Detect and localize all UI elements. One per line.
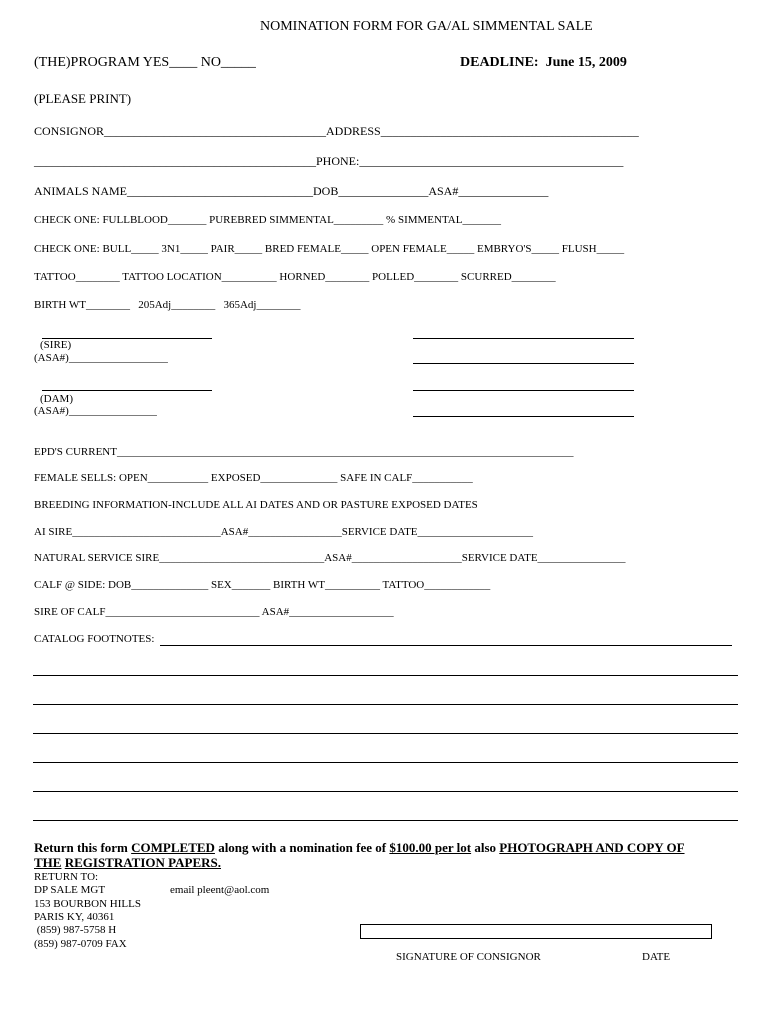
city-address: PARIS KY, 40361 xyxy=(34,911,115,923)
return-instructions-line-2 xyxy=(34,856,221,869)
photo-text: PHOTOGRAPH AND COPY OF xyxy=(499,840,685,855)
street-address: 153 BOURBON HILLS xyxy=(34,898,141,910)
consignor-line: CONSIGNOR_____________________________________ADDRESS___________________________________________ xyxy=(34,124,639,138)
signature-label: SIGNATURE OF CONSIGNOR xyxy=(396,951,541,963)
dp-sale-mgt: DP SALE MGT xyxy=(34,884,106,896)
footnote-line-4 xyxy=(33,762,738,763)
form-title: NOMINATION FORM FOR GA/AL SIMMENTAL SALE xyxy=(260,19,593,34)
return-to-label: RETURN TO: xyxy=(34,871,99,883)
dam-asa-line: (ASA#)________________ xyxy=(34,405,157,417)
please-print: (PLEASE PRINT) xyxy=(34,91,132,106)
registration-papers-text: REGISTRATION PAPERS. xyxy=(64,855,221,870)
also-text: also xyxy=(471,840,500,855)
deadline-date: June 15, 2009 xyxy=(545,55,627,70)
phone-line: _______________________________________________PHONE:____________________________________________ xyxy=(34,154,624,168)
footnote-line-5 xyxy=(33,791,738,792)
footnote-blank-0 xyxy=(160,645,732,646)
epd-line: EPD'S CURRENT___________________________________________________________________________________ xyxy=(34,446,574,458)
calf-at-side-line: CALF @ SIDE: DOB______________ SEX_______ BIRTH WT__________ TATTOO____________ xyxy=(34,579,491,591)
footnote-line-3 xyxy=(33,733,738,734)
check-one-type-line: CHECK ONE: BULL_____ 3N1_____ PAIR_____ BRED FEMALE_____ OPEN FEMALE_____ EMBRYO'S_____ FLUSH_____ xyxy=(34,243,625,255)
check-one-breed-line: CHECK ONE: FULLBLOOD_______ PUREBRED SIMMENTAL_________ % SIMMENTAL_______ xyxy=(34,214,501,226)
dam-pedigree-blank-1 xyxy=(413,390,634,391)
the-text: THE xyxy=(34,855,62,870)
email-address: email pleent@aol.com xyxy=(170,884,270,896)
breeding-info-heading: BREEDING INFORMATION-INCLUDE ALL AI DATES AND OR PASTURE EXPOSED DATES xyxy=(34,499,478,511)
sire-of-calf-line: SIRE OF CALF____________________________ ASA#___________________ xyxy=(34,606,394,618)
sire-asa-line: (ASA#)__________________ xyxy=(34,352,168,364)
phone-number: (859) 987-5758 H xyxy=(34,924,117,936)
fee-text: $100.00 per lot xyxy=(389,840,472,855)
deadline-label: DEADLINE: xyxy=(460,55,539,70)
sire-pedigree-blank-1 xyxy=(413,338,634,339)
catalog-footnotes-label: CATALOG FOOTNOTES: xyxy=(34,633,155,645)
footnote-line-1 xyxy=(33,675,738,676)
deadline xyxy=(460,56,627,70)
footnote-line-2 xyxy=(33,704,738,705)
return-instructions-line-1 xyxy=(34,841,685,854)
sire-pedigree-blank-2 xyxy=(413,363,634,364)
ai-sire-line: AI SIRE___________________________ASA#_________________SERVICE DATE_____________________ xyxy=(34,526,534,538)
footnote-line-6 xyxy=(33,820,738,821)
female-sells-line: FEMALE SELLS: OPEN___________ EXPOSED______________ SAFE IN CALF___________ xyxy=(34,472,473,484)
sire-label: (SIRE) xyxy=(40,339,72,351)
fax-number: (859) 987-0709 FAX xyxy=(34,938,127,950)
natural-service-line: NATURAL SERVICE SIRE______________________________ASA#____________________SERVICE DATE________________ xyxy=(34,552,626,564)
completed-text: COMPLETED xyxy=(131,840,215,855)
signature-box[interactable] xyxy=(360,924,712,939)
dam-blank xyxy=(42,390,212,391)
dam-pedigree-blank-2 xyxy=(413,416,634,417)
animals-name-line: ANIMALS NAME_______________________________DOB_______________ASA#_______________ xyxy=(34,184,549,198)
tattoo-line: TATTOO________ TATTOO LOCATION__________ HORNED________ POLLED________ SCURRED________ xyxy=(34,271,556,283)
dam-label: (DAM) xyxy=(40,393,73,405)
program-line: (THE)PROGRAM YES____ NO_____ xyxy=(34,55,256,70)
date-label: DATE xyxy=(642,951,671,963)
return-mid-text: along with a nomination fee of xyxy=(214,840,390,855)
birth-weight-line: BIRTH WT________ 205Adj________ 365Adj________ xyxy=(34,299,301,311)
return-pre-text: Return this form xyxy=(34,840,132,855)
